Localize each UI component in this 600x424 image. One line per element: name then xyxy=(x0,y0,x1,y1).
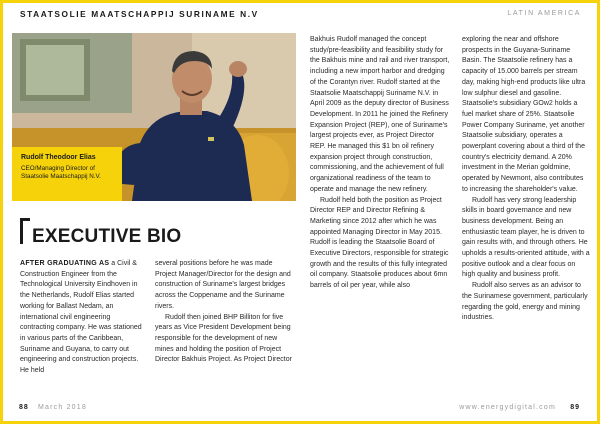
column-paragraph: several positions before he was made Project Manager/Director for the design and construction of Suriname's largest bridges across the Coppename and the Suriname rivers. xyxy=(155,260,291,310)
website-link[interactable]: www.energydigital.com xyxy=(459,404,556,411)
lead-in-text: AFTER GRADUATING AS xyxy=(20,260,110,267)
page-number-right: 89 xyxy=(570,404,580,411)
issue-date: March 2018 xyxy=(38,404,87,411)
article-column-3 xyxy=(310,35,450,292)
publisher-name: STAATSOLIE MAATSCHAPPIJ SURINAME N.V xyxy=(20,9,259,19)
paragraph-text: a Civil & Construction Engineer from the Technological University Eindhoven in the Netherlands, Rudolf Elias started working for Ballast Nedam, an international civil engineering contracting company. He was stationed in various parts of the Caribbean, Suriname and Guyana, to carry out engineering and construction projects. He held xyxy=(20,260,142,375)
column-paragraph: exploring the near and offshore prospects in the Guyana-Suriname Basin. The Staatsolie refinery has a capacity of 15.000 barrels per stream day, making high-end products like ultra low sulphur diesel and gasoline. Staatsolie's subsidiary GOw2 holds a fuel market share of 25%. Staatsolie Power Company Suriname, yet another Staatsolie subsidiary, operates a powerplant covering about a third of the country's electricity demand. A 20% investment in the Merian goldmine, operated by Newmont, also contributes to increasing the shareholder's value. xyxy=(462,36,586,193)
caption-name: Rudolf Theodoor Elias xyxy=(21,154,96,161)
article-column-4 xyxy=(462,35,590,324)
column-paragraph: Rudolf also serves as an advisor to the Surinamese government, particularly regarding the gold, energy and mining industries. xyxy=(462,282,588,322)
column-paragraph: Rudolf has very strong leadership skills in board governance and new business development. Being an enthusiastic team player, he is driven to gain results with, and through others. He upholds a results-oriented attitude, with a positive outlook and a clear focus on high quality and business profit. xyxy=(462,196,590,279)
section-label: LATIN AMERICA xyxy=(507,10,581,17)
photo-caption xyxy=(12,147,122,201)
article-column-1 xyxy=(20,259,142,377)
column-paragraph: Rudolf then joined BHP Billiton for five years as Vice President Development being responsible for the development of new mines and holding the position of Project Director Bakhuis Project. As Project Director xyxy=(155,313,292,364)
column-paragraph xyxy=(20,259,142,377)
page-footer xyxy=(0,400,600,424)
page-number-left: 88 xyxy=(19,404,29,411)
caption-role: CEO/Managing Director of Staatsolie Maatschappij N.V. xyxy=(21,165,101,180)
column-paragraph: Rudolf held both the position as Project Director REP and Director Refining & Marketing since 2012 after which he was appointed Managing Director in May 2015. Rudolf is leading the Staatsolie Board of Executive Directors, responsible for strategic growth and the results of this fully integrated oil company. Staatsolie produces about 6mn barrels of oil per year, while also xyxy=(310,196,449,290)
header-bar xyxy=(0,0,600,30)
section-title: EXECUTIVE BIO xyxy=(32,226,182,247)
heading-bracket-decoration xyxy=(20,218,30,244)
article-column-2 xyxy=(155,259,295,366)
column-paragraph: Bakhuis Rudolf managed the concept study/pre-feasibility and feasibility study for the Bakhuis mine and rail and river transport, including a new import harbor and dredging of the Corantyn river. Rudolf started at the Staatsolie Maatschappij Suriname N.V. in April 2009 as the deputy director of Business Development. In 2011 he joined the Refinery Expansion Project (REP), one of Suriname's largest projects ever, as Project Director REP. He managed this $1 bn oil refinery expansion project through construction, commissioning, and the achievement of full organizational readiness of the team to operate and manage the new refinery. xyxy=(310,36,450,193)
